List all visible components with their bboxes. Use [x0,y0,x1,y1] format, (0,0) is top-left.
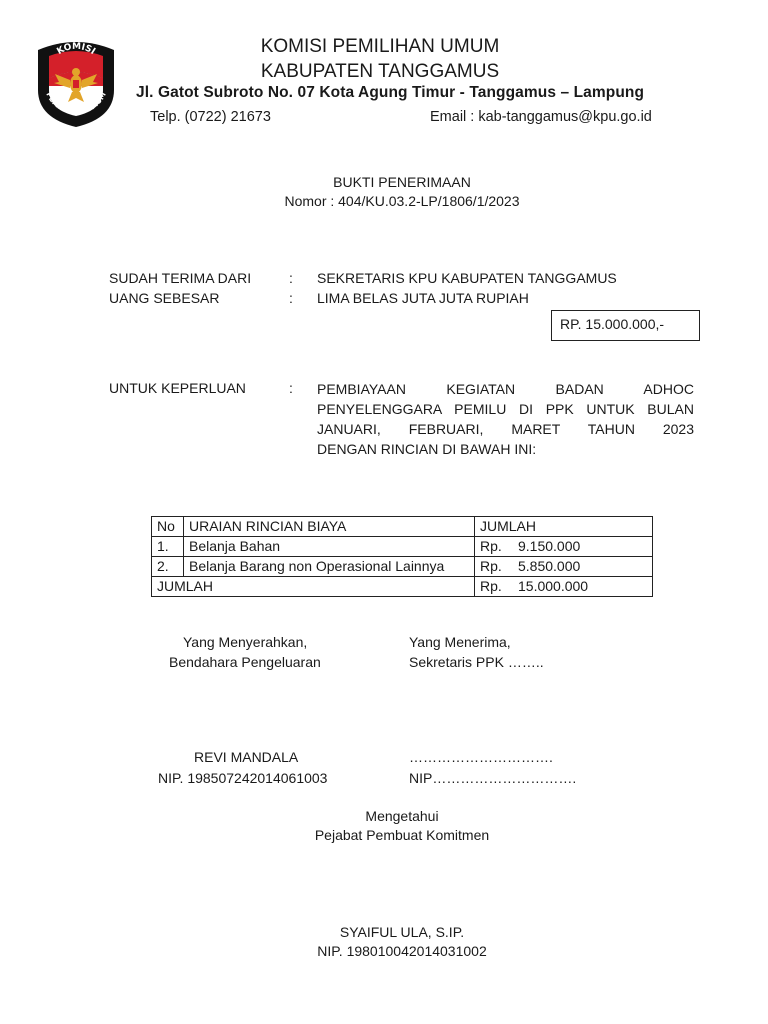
colon: : [289,290,293,306]
receiver-nip: NIP…………………………. [409,770,577,786]
colon: : [289,380,293,396]
giver-role-line1: Yang Menyerahkan, [183,634,308,650]
purpose-line: JANUARI, FEBRUARI, MARET TAHUN 2023 [317,421,694,437]
receiver-role-line1: Yang Menerima, [409,634,511,650]
header-no: No [152,517,184,537]
svg-text:PEMILIHAN UMUM: PEMILIHAN UMUM [44,90,108,117]
row-no: 2. [152,557,184,577]
purpose-line: PENYELENGGARA PEMILU DI PPK UNTUK BULAN [317,401,694,417]
row-amount: Rp. 5.850.000 [475,557,653,577]
cost-breakdown-table [151,516,653,597]
table-row [152,557,653,577]
purpose-line: PEMBIAYAAN KEGIATAN BADAN ADHOC [317,381,694,397]
org-address: Jl. Gatot Subroto No. 07 Kota Agung Timur - Tanggamus – Lampung [136,84,645,101]
received-from-label: SUDAH TERIMA DARI [109,270,252,286]
amount-label: UANG SEBESAR [109,290,220,306]
approver-name: SYAIFUL ULA, S.IP. [339,924,465,940]
org-name-line2: KABUPATEN TANGGAMUS [260,61,500,82]
approver-nip: NIP. 198010042014031002 [317,943,487,959]
document-title: BUKTI PENERIMAAN [333,174,471,190]
row-amount: Rp. 9.150.000 [475,537,653,557]
table-total-row [152,577,653,597]
svg-text:KOMISI: KOMISI [55,41,97,58]
header-amount: JUMLAH [475,517,653,537]
approver-role-line1: Mengetahui [365,808,439,824]
approver-role-line2: Pejabat Pembuat Komitmen [314,827,490,843]
giver-role-line2: Bendahara Pengeluaran [169,654,321,670]
amount-words: LIMA BELAS JUTA JUTA RUPIAH [317,290,529,306]
org-name-line1: KOMISI PEMILIHAN UMUM [260,36,500,57]
total-label: JUMLAH [152,577,475,597]
amount-figure-box [551,310,700,341]
purpose-line: DENGAN RINCIAN DI BAWAH INI: [317,441,537,457]
row-description: Belanja Bahan [184,537,475,557]
document-number: Nomor : 404/KU.03.2-LP/1806/1/2023 [284,193,520,209]
receiver-name: …………………………. [409,749,553,765]
org-phone: Telp. (0722) 21673 [150,109,271,125]
row-description: Belanja Barang non Operasional Lainnya [184,557,475,577]
table-header-row [152,517,653,537]
purpose-text [317,379,694,459]
colon: : [289,270,293,286]
received-from-value: SEKRETARIS KPU KABUPATEN TANGGAMUS [317,270,617,286]
giver-nip: NIP. 198507242014061003 [158,770,328,786]
total-amount: Rp. 15.000.000 [475,577,653,597]
org-email: Email : kab-tanggamus@kpu.go.id [430,109,652,125]
row-no: 1. [152,537,184,557]
receiver-role-line2: Sekretaris PPK …….. [409,654,544,670]
giver-name: REVI MANDALA [194,749,299,765]
table-row [152,537,653,557]
amount-figure: RP. 15.000.000,- [560,316,665,332]
header-description: URAIAN RINCIAN BIAYA [184,517,475,537]
purpose-label: UNTUK KEPERLUAN [109,380,246,396]
